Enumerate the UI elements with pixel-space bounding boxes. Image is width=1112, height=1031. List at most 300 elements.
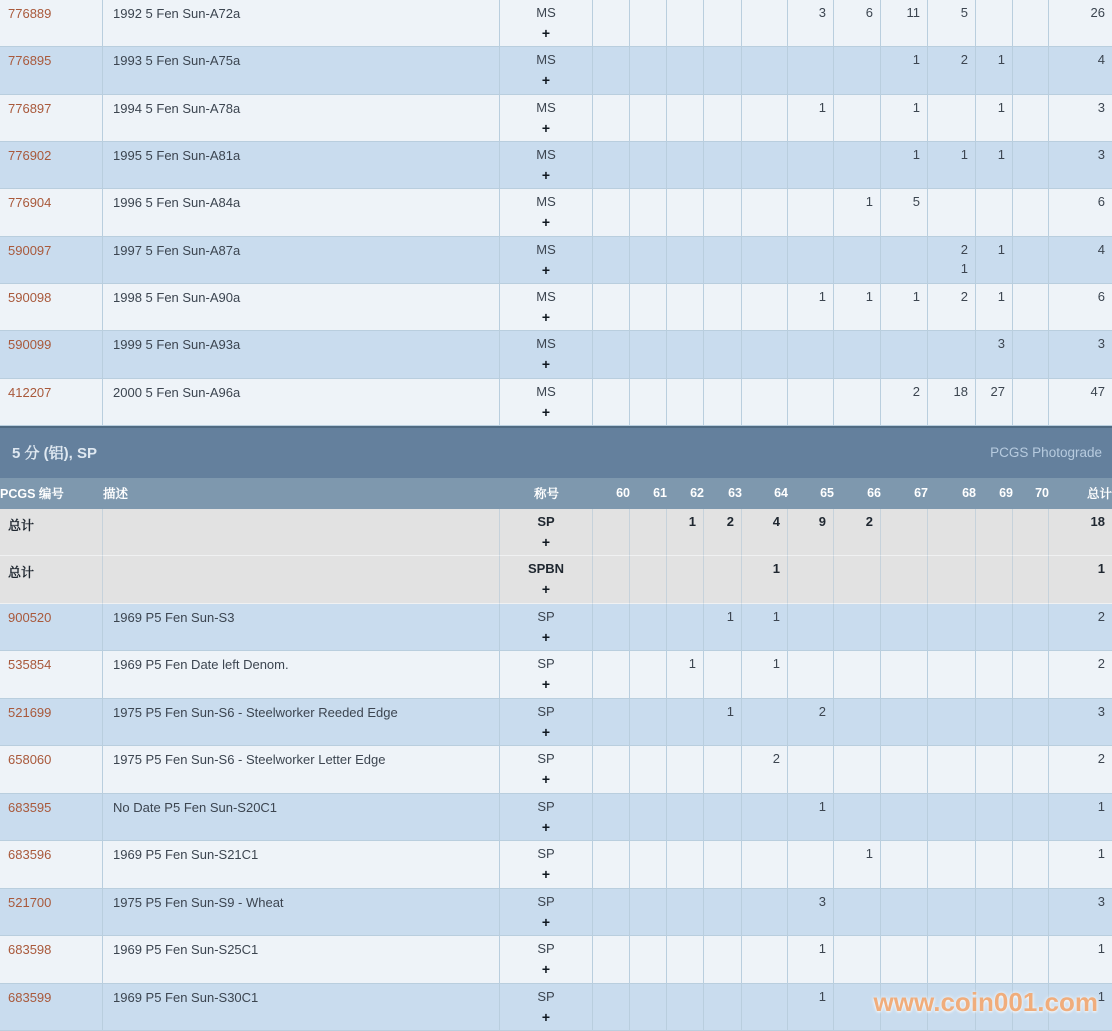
table-row: [0, 984, 1112, 1031]
pcgs-number-link[interactable]: 521699: [8, 704, 52, 720]
grade-60-cell: [593, 331, 630, 378]
expand-plus-button[interactable]: +: [541, 913, 551, 930]
coin-description: [103, 556, 500, 604]
designation-cell: [500, 984, 593, 1031]
table-row: [0, 841, 1112, 889]
table-row: [0, 889, 1112, 937]
grade-70-cell: [1013, 331, 1049, 378]
grade-68-cell: [928, 746, 976, 794]
grade-67-cell: [881, 237, 928, 284]
pcgs-number-cell: [0, 936, 103, 984]
grade-66-cell: [834, 699, 881, 747]
total-row-label: 总计: [8, 517, 35, 533]
pcgs-number-link[interactable]: 683595: [8, 799, 52, 815]
ms-table-body: [0, 0, 1112, 426]
total-cell: 4: [1049, 47, 1112, 94]
coin-description: 1975 P5 Fen Sun-S6 - Steelworker Reeded Edge: [103, 699, 500, 747]
table-row: [0, 699, 1112, 747]
grade-66-cell: [834, 142, 881, 189]
grade-64-cell: [742, 142, 788, 189]
grade-67-cell: [881, 841, 928, 889]
grade-70-cell: [1013, 379, 1049, 426]
grade-63-cell: [704, 237, 742, 284]
grade-65-cell: [788, 331, 834, 378]
grade-62-cell: [667, 699, 704, 747]
pcgs-number-link[interactable]: 683599: [8, 989, 52, 1005]
grade-64-cell: [742, 331, 788, 378]
table-row: [0, 794, 1112, 842]
grade-68-cell: [928, 189, 976, 236]
designation-label: MS: [536, 99, 556, 115]
grade-60-cell: [593, 237, 630, 284]
coin-description: 1994 5 Fen Sun-A78a: [103, 95, 500, 142]
pcgs-number-cell: [0, 47, 103, 94]
pcgs-number-link[interactable]: 776902: [8, 147, 52, 163]
total-cell: 6: [1049, 284, 1112, 331]
coin-description: [103, 509, 500, 557]
designation-cell: [500, 0, 593, 47]
grade-67-cell: [881, 509, 928, 557]
table-row: [0, 651, 1112, 699]
grade-69-cell: 27: [976, 379, 1013, 426]
col-header-grade-65: 65: [788, 478, 834, 509]
grade-69-cell: 1: [976, 95, 1013, 142]
grade-62-cell: [667, 936, 704, 984]
grade-60-cell: [593, 936, 630, 984]
coin-description: 1975 P5 Fen Sun-S9 - Wheat: [103, 889, 500, 937]
grade-62-cell: [667, 331, 704, 378]
designation-label: MS: [536, 194, 556, 210]
expand-plus-button[interactable]: +: [541, 403, 551, 420]
grade-63-cell: [704, 984, 742, 1031]
grade-63-cell: [704, 746, 742, 794]
designation-label: SP: [537, 513, 555, 529]
grade-60-cell: [593, 841, 630, 889]
grade-70-cell: [1013, 604, 1049, 652]
grade-68-cell: 5: [928, 0, 976, 47]
grade-67-cell: 5: [881, 189, 928, 236]
grade-63-cell: [704, 142, 742, 189]
grade-65-cell: [788, 556, 834, 604]
grade-67-cell: [881, 604, 928, 652]
grade-70-cell: [1013, 556, 1049, 604]
pcgs-number-link[interactable]: 521700: [8, 894, 52, 910]
grade-63-cell: [704, 794, 742, 842]
grade-63-cell: 2: [704, 509, 742, 557]
grade-66-cell: [834, 556, 881, 604]
grade-64-cell: [742, 237, 788, 284]
coin-description: 1992 5 Fen Sun-A72a: [103, 0, 500, 47]
designation-cell: [500, 936, 593, 984]
designation-cell: [500, 889, 593, 937]
col-header-designation: 称号: [500, 478, 593, 509]
coin-description: 1969 P5 Fen Sun-S25C1: [103, 936, 500, 984]
grade-65-cell: 2: [788, 699, 834, 747]
grade-64-cell: [742, 284, 788, 331]
grade-68-cell: 1: [928, 142, 976, 189]
section-title: 5 分 (铝), SP: [12, 445, 98, 463]
grade-69-cell: [976, 794, 1013, 842]
col-header-total: 总计: [1049, 478, 1112, 509]
grade-60-cell: [593, 284, 630, 331]
coin-description: 1969 P5 Fen Sun-S21C1: [103, 841, 500, 889]
grade-64-cell: [742, 379, 788, 426]
designation-label: MS: [536, 383, 556, 399]
grade-63-cell: [704, 47, 742, 94]
grade-63-cell: [704, 0, 742, 47]
pcgs-number-link[interactable]: 776889: [8, 6, 52, 21]
grade-60-cell: [593, 0, 630, 47]
grade-61-cell: [630, 142, 667, 189]
grade-61-cell: [630, 556, 667, 604]
grade-60-cell: [593, 651, 630, 699]
grade-63-cell: [704, 841, 742, 889]
total-cell: 4: [1049, 237, 1112, 284]
pcgs-number-cell: [0, 794, 103, 842]
coin-description: 1997 5 Fen Sun-A87a: [103, 237, 500, 284]
grade-61-cell: [630, 699, 667, 747]
designation-label: SP: [537, 893, 555, 909]
coin-description: 1996 5 Fen Sun-A84a: [103, 189, 500, 236]
coin-description: 2000 5 Fen Sun-A96a: [103, 379, 500, 426]
expand-plus-button[interactable]: +: [541, 723, 551, 740]
expand-plus-button[interactable]: +: [541, 961, 551, 978]
grade-66-cell: [834, 794, 881, 842]
col-header-grade-62: 62: [667, 478, 704, 509]
grade-65-cell: 1: [788, 284, 834, 331]
grade-68-cell: [928, 604, 976, 652]
designation-cell: [500, 237, 593, 284]
grade-65-cell: [788, 142, 834, 189]
total-cell: 2: [1049, 651, 1112, 699]
coin-description: 1969 P5 Fen Sun-S30C1: [103, 984, 500, 1031]
pcgs-number-link[interactable]: 776895: [8, 53, 52, 69]
grade-60-cell: [593, 699, 630, 747]
grade-68-cell: [928, 651, 976, 699]
grade-67-cell: [881, 746, 928, 794]
grade-68-cell: [928, 794, 976, 842]
designation-label: MS: [536, 336, 556, 352]
grade-64-cell: [742, 794, 788, 842]
grade-67-cell: [881, 699, 928, 747]
grade-69-cell: 3: [976, 331, 1013, 378]
grade-65-cell: [788, 379, 834, 426]
sp-table-body: [0, 509, 1112, 1031]
grade-69-cell: [976, 841, 1013, 889]
grade-62-cell: [667, 556, 704, 604]
pcgs-number-link[interactable]: 683596: [8, 847, 52, 863]
pcgs-number-link[interactable]: 900520: [8, 609, 52, 625]
designation-cell: [500, 379, 593, 426]
grade-66-cell: [834, 331, 881, 378]
expand-plus-button[interactable]: +: [541, 628, 551, 645]
grade-68-cell: [928, 984, 976, 1031]
grade-67-cell: [881, 794, 928, 842]
grade-64-cell: [742, 47, 788, 94]
grade-66-cell: [834, 651, 881, 699]
grade-61-cell: [630, 379, 667, 426]
grade-63-cell: [704, 936, 742, 984]
col-header-grade-61: 61: [630, 478, 667, 509]
grade-62-cell: 1: [667, 651, 704, 699]
table-row: [0, 331, 1112, 378]
designation-label: SPBN: [527, 561, 565, 577]
grade-60-cell: [593, 95, 630, 142]
designation-label: MS: [536, 241, 556, 257]
grade-67-cell: [881, 984, 928, 1031]
grade-68-cell: 2: [928, 284, 976, 331]
pcgs-number-link[interactable]: 590097: [8, 242, 52, 258]
grade-67-cell: [881, 889, 928, 937]
pcgs-number-link[interactable]: 412207: [8, 384, 52, 400]
grade-61-cell: [630, 47, 667, 94]
coin-description: 1975 P5 Fen Sun-S6 - Steelworker Letter Edge: [103, 746, 500, 794]
grade-63-cell: [704, 189, 742, 236]
table-row: [0, 604, 1112, 652]
expand-plus-button[interactable]: +: [541, 166, 551, 183]
expand-plus-button[interactable]: +: [541, 261, 551, 278]
grade-66-cell: [834, 379, 881, 426]
grade-62-cell: [667, 189, 704, 236]
grade-69-cell: 1: [976, 237, 1013, 284]
grade-69-cell: 1: [976, 47, 1013, 94]
grade-62-cell: [667, 889, 704, 937]
grade-63-cell: [704, 331, 742, 378]
grade-68-cell: 2: [928, 47, 976, 94]
grade-60-cell: [593, 794, 630, 842]
grade-64-cell: 1: [742, 604, 788, 652]
designation-cell: [500, 841, 593, 889]
grade-60-cell: [593, 142, 630, 189]
total-cell: 2: [1049, 604, 1112, 652]
expand-plus-button[interactable]: +: [541, 1008, 551, 1025]
expand-plus-button[interactable]: +: [541, 72, 551, 89]
grade-70-cell: [1013, 237, 1049, 284]
table-row: [0, 936, 1112, 984]
grade-62-cell: [667, 0, 704, 47]
grade-63-cell: [704, 556, 742, 604]
grade-60-cell: [593, 984, 630, 1031]
total-cell: 26: [1049, 0, 1112, 47]
total-cell: 1: [1049, 794, 1112, 842]
ms-population-table: [0, 0, 1112, 426]
col-header-grade-67: 67: [881, 478, 928, 509]
sp-table-header: [0, 478, 1112, 509]
grade-63-cell: [704, 95, 742, 142]
pcgs-number-link[interactable]: 683598: [8, 942, 52, 958]
grade-61-cell: [630, 746, 667, 794]
grade-68-cell: [928, 889, 976, 937]
designation-label: SP: [537, 798, 555, 814]
expand-plus-button[interactable]: +: [541, 308, 551, 325]
grade-64-cell: [742, 936, 788, 984]
grade-61-cell: [630, 794, 667, 842]
grade-69-cell: [976, 746, 1013, 794]
expand-plus-button[interactable]: +: [541, 356, 551, 373]
grade-63-cell: [704, 379, 742, 426]
grade-62-cell: [667, 841, 704, 889]
table-row: [0, 379, 1112, 426]
grade-64-cell: 1: [742, 556, 788, 604]
grade-65-cell: [788, 746, 834, 794]
pcgs-number-link[interactable]: 658060: [8, 752, 52, 768]
grade-68-cell: 2 1: [928, 237, 976, 284]
pcgs-photograde-link[interactable]: PCGS Photograde: [990, 445, 1102, 461]
designation-cell: [500, 284, 593, 331]
grade-65-cell: [788, 47, 834, 94]
expand-plus-button[interactable]: +: [541, 866, 551, 883]
grade-60-cell: [593, 47, 630, 94]
total-cell: 3: [1049, 699, 1112, 747]
grade-61-cell: [630, 889, 667, 937]
pcgs-number-link[interactable]: 776897: [8, 100, 52, 116]
pcgs-number-cell: [0, 841, 103, 889]
coin-description: 1999 5 Fen Sun-A93a: [103, 331, 500, 378]
grade-62-cell: [667, 95, 704, 142]
designation-label: SP: [537, 751, 555, 767]
grade-60-cell: [593, 379, 630, 426]
expand-plus-button[interactable]: +: [541, 119, 551, 136]
total-cell: 1: [1049, 936, 1112, 984]
grade-67-cell: [881, 651, 928, 699]
grade-61-cell: [630, 984, 667, 1031]
grade-65-cell: 1: [788, 984, 834, 1031]
expand-plus-button[interactable]: +: [541, 533, 551, 550]
grade-61-cell: [630, 509, 667, 557]
grade-60-cell: [593, 189, 630, 236]
designation-cell: [500, 47, 593, 94]
grade-60-cell: [593, 556, 630, 604]
grade-67-cell: 2: [881, 379, 928, 426]
pcgs-number-link[interactable]: 590099: [8, 337, 52, 353]
grade-62-cell: 1: [667, 509, 704, 557]
total-cell: 3: [1049, 889, 1112, 937]
grade-67-cell: 1: [881, 47, 928, 94]
pcgs-number-cell: [0, 379, 103, 426]
grade-67-cell: 1: [881, 142, 928, 189]
grade-64-cell: [742, 841, 788, 889]
expand-plus-button[interactable]: +: [541, 818, 551, 835]
grade-62-cell: [667, 284, 704, 331]
coin-description: 1969 P5 Fen Date left Denom.: [103, 651, 500, 699]
grade-65-cell: 3: [788, 889, 834, 937]
grade-61-cell: [630, 189, 667, 236]
coin-description: No Date P5 Fen Sun-S20C1: [103, 794, 500, 842]
expand-plus-button[interactable]: +: [541, 214, 551, 231]
pcgs-number-cell: [0, 984, 103, 1031]
expand-plus-button[interactable]: +: [541, 771, 551, 788]
grade-62-cell: [667, 47, 704, 94]
grade-66-cell: 1: [834, 841, 881, 889]
grade-66-cell: [834, 95, 881, 142]
designation-label: SP: [537, 608, 555, 624]
total-cell: 3: [1049, 331, 1112, 378]
designation-label: MS: [536, 5, 556, 20]
coin-description: 1995 5 Fen Sun-A81a: [103, 142, 500, 189]
grade-69-cell: [976, 556, 1013, 604]
grade-64-cell: [742, 189, 788, 236]
col-header-grade-70: 70: [1013, 478, 1049, 509]
grade-63-cell: 1: [704, 604, 742, 652]
grade-64-cell: [742, 699, 788, 747]
table-row: [0, 0, 1112, 47]
grade-70-cell: [1013, 936, 1049, 984]
grade-61-cell: [630, 237, 667, 284]
pcgs-number-link[interactable]: 535854: [8, 657, 52, 673]
grade-70-cell: [1013, 509, 1049, 557]
pcgs-number-link[interactable]: 776904: [8, 195, 52, 211]
total-cell: 3: [1049, 142, 1112, 189]
total-row-label: 总计: [8, 565, 35, 581]
grade-65-cell: [788, 604, 834, 652]
grade-69-cell: [976, 189, 1013, 236]
pcgs-number-cell: [0, 284, 103, 331]
grade-62-cell: [667, 604, 704, 652]
expand-plus-button[interactable]: +: [541, 25, 551, 41]
grade-66-cell: [834, 746, 881, 794]
grade-69-cell: [976, 984, 1013, 1031]
coin-description: 1969 P5 Fen Sun-S3: [103, 604, 500, 652]
watermark: www.coin001.com: [873, 987, 1098, 1017]
grade-65-cell: [788, 651, 834, 699]
grade-66-cell: [834, 604, 881, 652]
grade-66-cell: [834, 936, 881, 984]
designation-cell: [500, 142, 593, 189]
pcgs-number-cell: [0, 0, 103, 47]
designation-cell: [500, 331, 593, 378]
table-row: [0, 142, 1112, 189]
coin-description: 1998 5 Fen Sun-A90a: [103, 284, 500, 331]
grade-64-cell: [742, 889, 788, 937]
grade-70-cell: [1013, 746, 1049, 794]
section-header-bar: [0, 426, 1112, 478]
table-row: [0, 189, 1112, 236]
grade-62-cell: [667, 746, 704, 794]
grade-63-cell: [704, 651, 742, 699]
grade-66-cell: [834, 889, 881, 937]
table-row: [0, 284, 1112, 331]
designation-cell: [500, 189, 593, 236]
grade-66-cell: 1: [834, 284, 881, 331]
pcgs-number-cell: [0, 746, 103, 794]
designation-cell: [500, 699, 593, 747]
grade-60-cell: [593, 509, 630, 557]
grade-67-cell: [881, 556, 928, 604]
designation-cell: [500, 794, 593, 842]
designation-label: MS: [536, 146, 556, 162]
expand-plus-button[interactable]: +: [541, 581, 551, 598]
pcgs-number-cell: [0, 889, 103, 937]
grade-65-cell: 1: [788, 794, 834, 842]
pcgs-number-link[interactable]: 590098: [8, 289, 52, 305]
grade-65-cell: [788, 841, 834, 889]
designation-cell: [500, 556, 593, 604]
pcgs-number-cell: [0, 604, 103, 652]
grade-68-cell: [928, 936, 976, 984]
grade-67-cell: [881, 331, 928, 378]
grade-70-cell: [1013, 284, 1049, 331]
grade-65-cell: 1: [788, 95, 834, 142]
grade-70-cell: [1013, 47, 1049, 94]
grade-70-cell: [1013, 0, 1049, 47]
total-cell: 47: [1049, 379, 1112, 426]
expand-plus-button[interactable]: +: [541, 676, 551, 693]
grade-65-cell: 1: [788, 936, 834, 984]
col-header-grade-69: 69: [976, 478, 1013, 509]
pcgs-number-cell: [0, 699, 103, 747]
designation-cell: [500, 95, 593, 142]
total-cell: 1: [1049, 556, 1112, 604]
